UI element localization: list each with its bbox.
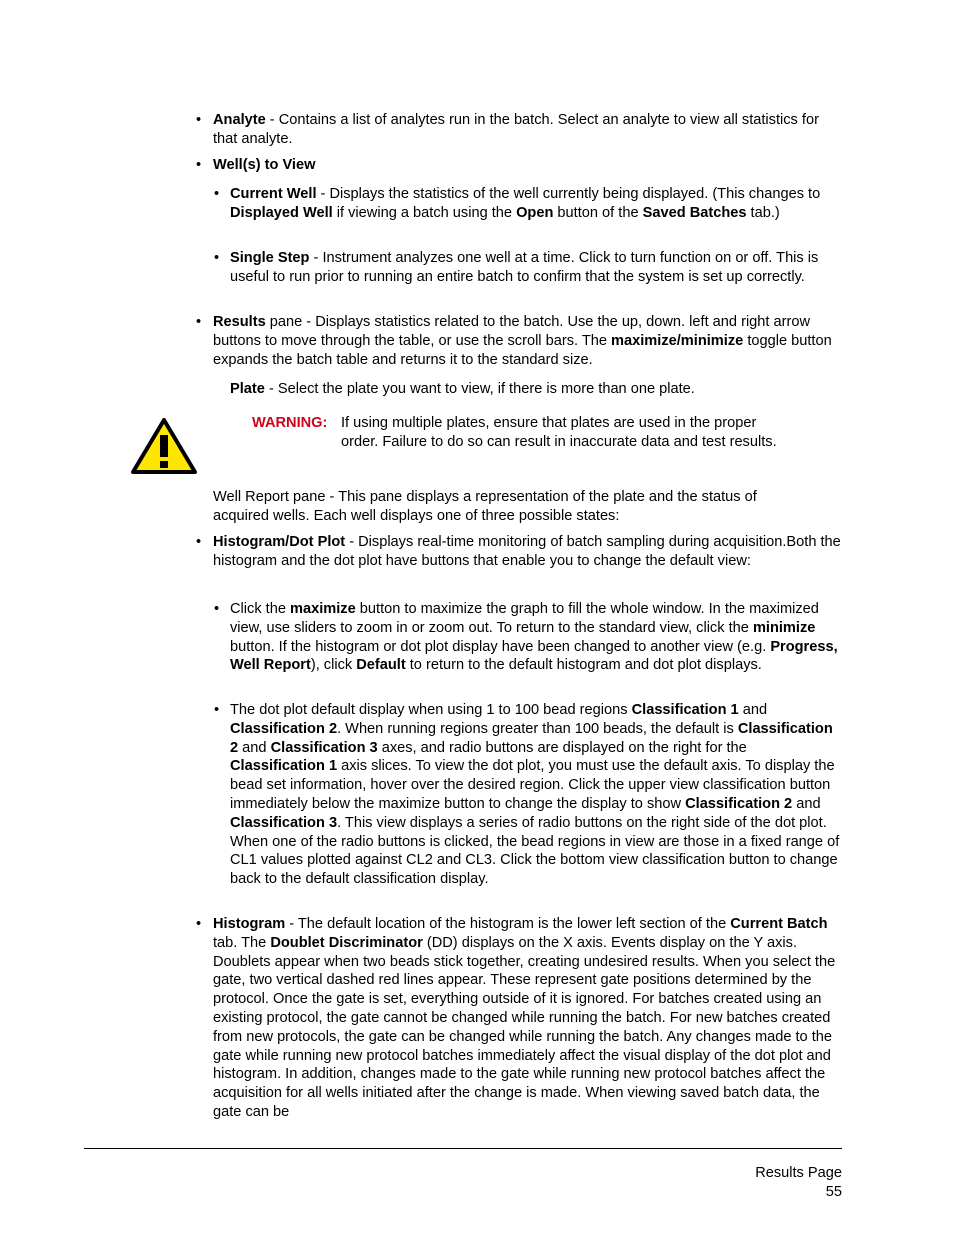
term: Classification 2	[685, 795, 793, 812]
text: - Displays the statistics of the well currently being displayed. (This changes to	[316, 186, 821, 202]
term: Doublet Discriminator	[270, 934, 423, 951]
term: Single Step	[230, 250, 310, 266]
term: Current Batch	[730, 916, 828, 932]
term: Classification 2	[230, 720, 833, 756]
text: and	[792, 795, 821, 812]
term: maximize/minimize	[611, 332, 744, 349]
term: Progress, Well Report	[230, 638, 838, 674]
bullet: •	[214, 702, 220, 718]
term: maximize	[290, 601, 356, 617]
bullet: •	[196, 112, 202, 128]
page-footer	[755, 1164, 842, 1202]
term: Histogram/Dot Plot	[213, 534, 346, 550]
text: . This view displays a series of radio buttons on the right side of the dot plot. When one of the radio buttons is clicked, the bead regions in view are those in a fixed range of CL1 values plotted against CL2 and CL3. Click the bottom view classification button to change back to the default classification display.	[230, 814, 840, 888]
term: Plate	[230, 381, 265, 397]
page-number: 55	[825, 1183, 842, 1200]
footer-title: Results Page	[755, 1165, 842, 1181]
wells-to-view-item	[213, 156, 845, 175]
term: Histogram	[213, 916, 286, 932]
bullet: •	[196, 916, 202, 932]
term: Results	[213, 314, 266, 330]
term: minimize	[752, 619, 816, 636]
term: Classification 3	[270, 739, 378, 756]
text: - Select the plate you want to view, if there is more than one plate.	[264, 381, 695, 397]
dot-plot-default-item	[230, 701, 844, 889]
text: pane - Displays statistics related to the batch. Use the up, down. left and right arrow buttons to move through the table, or use the scroll bars. The	[213, 314, 811, 349]
histogram-dot-plot-item	[213, 533, 845, 571]
text: to return to the default histogram and dot plot displays.	[405, 657, 762, 674]
results-item	[213, 313, 843, 369]
current-well-item	[230, 185, 840, 223]
text: - Instrument analyzes one well at a time. Click to turn function on or off. This is useful to run prior to running an entire batch to confirm that the system is set up correctly.	[230, 250, 819, 285]
bullet: •	[214, 601, 220, 617]
term: Classification 1	[631, 702, 739, 718]
term: Current Well	[230, 186, 317, 202]
footer-rule	[84, 1148, 842, 1149]
text: axis slices. To view the dot plot, you must use the default axis. To display the bead set information, hover over the desired region. Click the upper view classification button immediately below the maximize button to change the display to show	[230, 758, 835, 812]
term: Saved Batches	[642, 204, 747, 221]
bullet: •	[196, 534, 202, 550]
text: (DD) displays on the X axis. Events display on the Y axis. Doublets appear when two beads stick together, creating undesired results. When you select the gate, two vertical dashed red lines appear. These represent gate positions determined by the protocol. Once the gate is set, everything outside of it is ignored. For batches created using an existing protocol, the gate cannot be changed while running the batch. For new batches created from new protocols, the gate can be changed while running the batch. Any changes made to the gate while running new protocol batches immediately affect the visual display of the dot plot and histogram. In addition, changes made to the gate while running new protocol batches affect the acquisition for all wells initiated after the change is made. When viewing saved batch data, the gate can be	[213, 934, 836, 1120]
bullet: •	[196, 314, 202, 330]
bullet: •	[214, 250, 220, 266]
term: Classification 2	[230, 720, 338, 737]
warning-label: WARNING:	[252, 415, 328, 431]
warning-triangle-icon	[130, 417, 198, 475]
term: Classification 3	[230, 814, 338, 831]
text: The dot plot default display when using 1 to 100 bead regions	[230, 702, 632, 718]
warning-text: If using multiple plates, ensure that plates are used in the proper order. Failure to do so can result in inaccurate data and test results.	[341, 415, 777, 450]
text: button. If the histogram or dot plot display have been changed to another view (e.g.	[230, 638, 771, 655]
text: ), click	[310, 657, 357, 674]
plate-item	[230, 380, 840, 399]
term: Classification 1	[230, 758, 338, 775]
bullet: •	[214, 186, 220, 202]
text: axes, and radio buttons are displayed on the right for the	[377, 739, 747, 756]
maximize-item	[230, 600, 844, 675]
text: and	[238, 739, 271, 756]
text: - Displays real-time monitoring of batch sampling during acquisition.Both the histogram and the dot plot have buttons that enable you to change the default view:	[213, 534, 841, 569]
text: Click the	[230, 601, 291, 617]
single-step-item	[230, 249, 840, 287]
text: if viewing a batch using the	[332, 204, 517, 221]
text: - The default location of the histogram is the lower left section of the	[285, 916, 731, 932]
text: button of the	[553, 204, 643, 221]
term: Open	[516, 204, 554, 221]
well-report-paragraph: Well Report pane - This pane displays a representation of the plate and the status of acquired wells. Each well displays one of three possible states:	[213, 489, 757, 524]
text: tab. The	[213, 934, 271, 951]
text: and	[738, 702, 768, 718]
text: . When running regions greater than 100 beads, the default is	[337, 720, 738, 737]
term: Default	[356, 657, 406, 674]
term: Displayed Well	[230, 204, 333, 221]
term: Analyte	[213, 112, 266, 128]
bullet: •	[196, 157, 202, 173]
analyte-item	[213, 111, 845, 149]
text: tab.)	[746, 204, 780, 221]
desc: - Contains a list of analytes run in the batch. Select an analyte to view all statistics for that analyte.	[213, 112, 819, 147]
term: Well(s) to View	[213, 157, 316, 173]
histogram-item	[213, 915, 843, 1122]
text: toggle button expands the batch table and returns it to the standard size.	[213, 332, 832, 368]
text: button to maximize the graph to fill the whole window. In the maximized view, use sliders to zoom in or zoom out. To return to the standard view, click the	[230, 601, 819, 636]
